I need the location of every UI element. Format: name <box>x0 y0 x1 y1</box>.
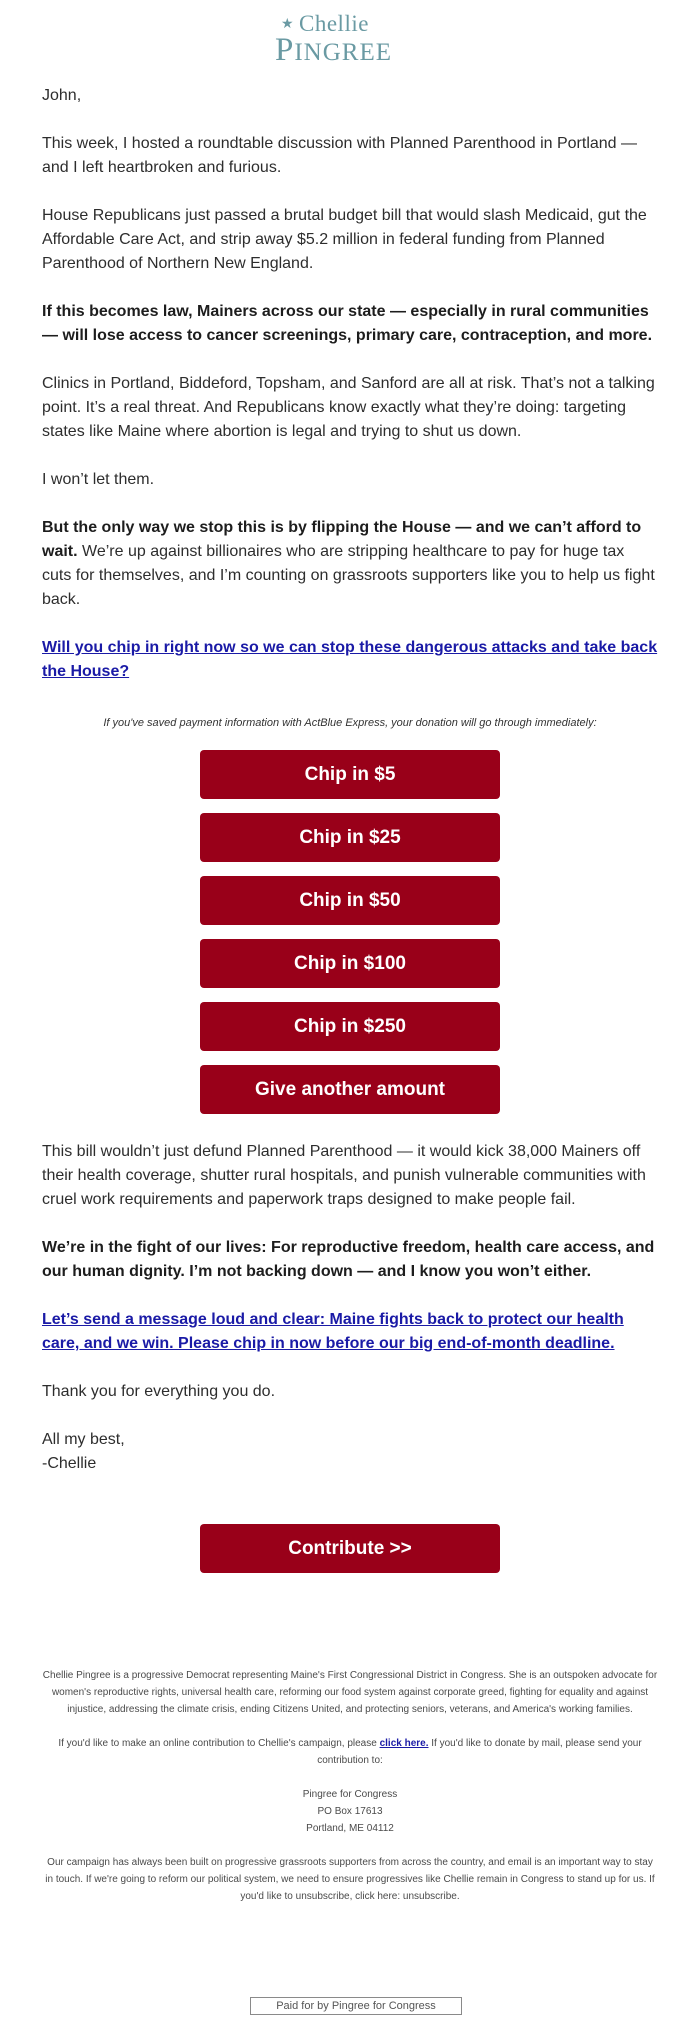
give-another-amount-button[interactable]: Give another amount <box>200 1065 500 1114</box>
email-body <box>0 84 700 1587</box>
star-icon: ★ <box>281 17 294 32</box>
footer-about: Chellie Pingree is a progressive Democrat representing Maine's First Congressional District in Congress. She is an outspoken advocate for women's reproductive rights, universal health care, reforming our food system against corporate greed, fighting for equality and against injustice, addressing the climate crisis, ending Citizens United, and protecting seniors, veterans, and America's working families. <box>42 1670 658 1715</box>
footer-donate-post: If you'd like to donate by mail, please send your contribution to: <box>317 1738 642 1766</box>
mailing-address <box>42 1786 658 1837</box>
footer-donate <box>42 1735 658 1769</box>
footer-grassroots: Our campaign has always been built on progressive grassroots supporters from across the country, and email is an important way to stay in touch. If we're going to reform our political system, we need to ensure progressives like Chellie remain in Congress to stand up for us. If you'd like to unsubscribe, click here: unsubscribe. <box>45 1857 655 1902</box>
address-line-2: PO Box 17613 <box>317 1806 383 1817</box>
paid-for-by-box: Paid for by Pingree for Congress <box>250 1997 462 2015</box>
contribute-button[interactable]: Contribute >> <box>200 1524 500 1573</box>
chellie-pingree-logo <box>275 11 425 68</box>
address-line-3: Portland, ME 04112 <box>306 1823 394 1834</box>
paragraph-6 <box>42 516 658 612</box>
greeting: John, <box>42 87 82 104</box>
contribute-wrap <box>42 1524 658 1587</box>
paragraph-6-bold: But the only way we stop this is by flipping the House — and we can’t afford to wait. <box>42 519 642 560</box>
donate-link-2[interactable]: Let’s send a message loud and clear: Maine fights back to protect our health care, and we win. Please chip in now before our big end-of-month deadline. <box>42 1311 624 1352</box>
paragraph-9: Thank you for everything you do. <box>42 1383 276 1400</box>
chip-in-50-button[interactable]: Chip in $50 <box>200 876 500 925</box>
logo-last-name <box>275 33 392 70</box>
paragraph-1: This week, I hosted a roundtable discussion with Planned Parenthood in Portland — and I left heartbroken and furious. <box>42 135 638 176</box>
footer <box>0 1667 700 1905</box>
address-line-1: Pingree for Congress <box>302 1789 398 1800</box>
signoff: All my best, <box>42 1431 125 1448</box>
paragraph-4: Clinics in Portland, Biddeford, Topsham, and Sanford are all at risk. That’s not a talking point. It’s a real threat. And Republicans know exactly what they’re doing: targeting states like Maine where abortion is legal and trying to shut us down. <box>42 375 655 440</box>
paragraph-5: I won’t let them. <box>42 471 155 488</box>
donation-buttons <box>42 750 658 1128</box>
chip-in-250-button[interactable]: Chip in $250 <box>200 1002 500 1051</box>
donate-link-1[interactable]: Will you chip in right now so we can stop these dangerous attacks and take back the House? <box>42 639 658 680</box>
paragraph-3-bold: If this becomes law, Mainers across our state — especially in rural communities — will lose access to cancer screenings, primary care, contraception, and more. <box>42 303 653 344</box>
paragraph-6-rest: We’re up against billionaires who are stripping healthcare to pay for huge tax cuts for themselves, and I’m counting on grassroots supporters like you to help us fight back. <box>42 543 655 608</box>
chip-in-100-button[interactable]: Chip in $100 <box>200 939 500 988</box>
logo-last-rest: INGREE <box>294 39 393 66</box>
paragraph-7: This bill wouldn’t just defund Planned Parenthood — it would kick 38,000 Mainers off their health coverage, shutter rural hospitals, and punish vulnerable communities with cruel work requirements and paperwork traps designed to make people fail. <box>42 1143 646 1208</box>
footer-donate-pre: If you'd like to make an online contribution to Chellie's campaign, please <box>58 1738 380 1749</box>
chip-in-5-button[interactable]: Chip in $5 <box>200 750 500 799</box>
logo-first-name: Chellie <box>299 11 369 36</box>
header-logo <box>0 0 700 70</box>
chip-in-25-button[interactable]: Chip in $25 <box>200 813 500 862</box>
logo-last-initial: P <box>275 32 295 68</box>
paragraph-8-bold: We’re in the fight of our lives: For reproductive freedom, health care access, and our human dignity. I’m not backing down — and I know you won’t either. <box>42 1239 655 1280</box>
signature: -Chellie <box>42 1455 97 1472</box>
footer-click-here-link[interactable]: click here. <box>379 1738 429 1749</box>
actblue-express-note: If you've saved payment information with ActBlue Express, your donation will go through immediately: <box>103 717 597 729</box>
paragraph-2: House Republicans just passed a brutal budget bill that would slash Medicaid, gut the Affordable Care Act, and strip away $5.2 million in federal funding from Planned Parenthood of Northern New England. <box>42 207 647 272</box>
